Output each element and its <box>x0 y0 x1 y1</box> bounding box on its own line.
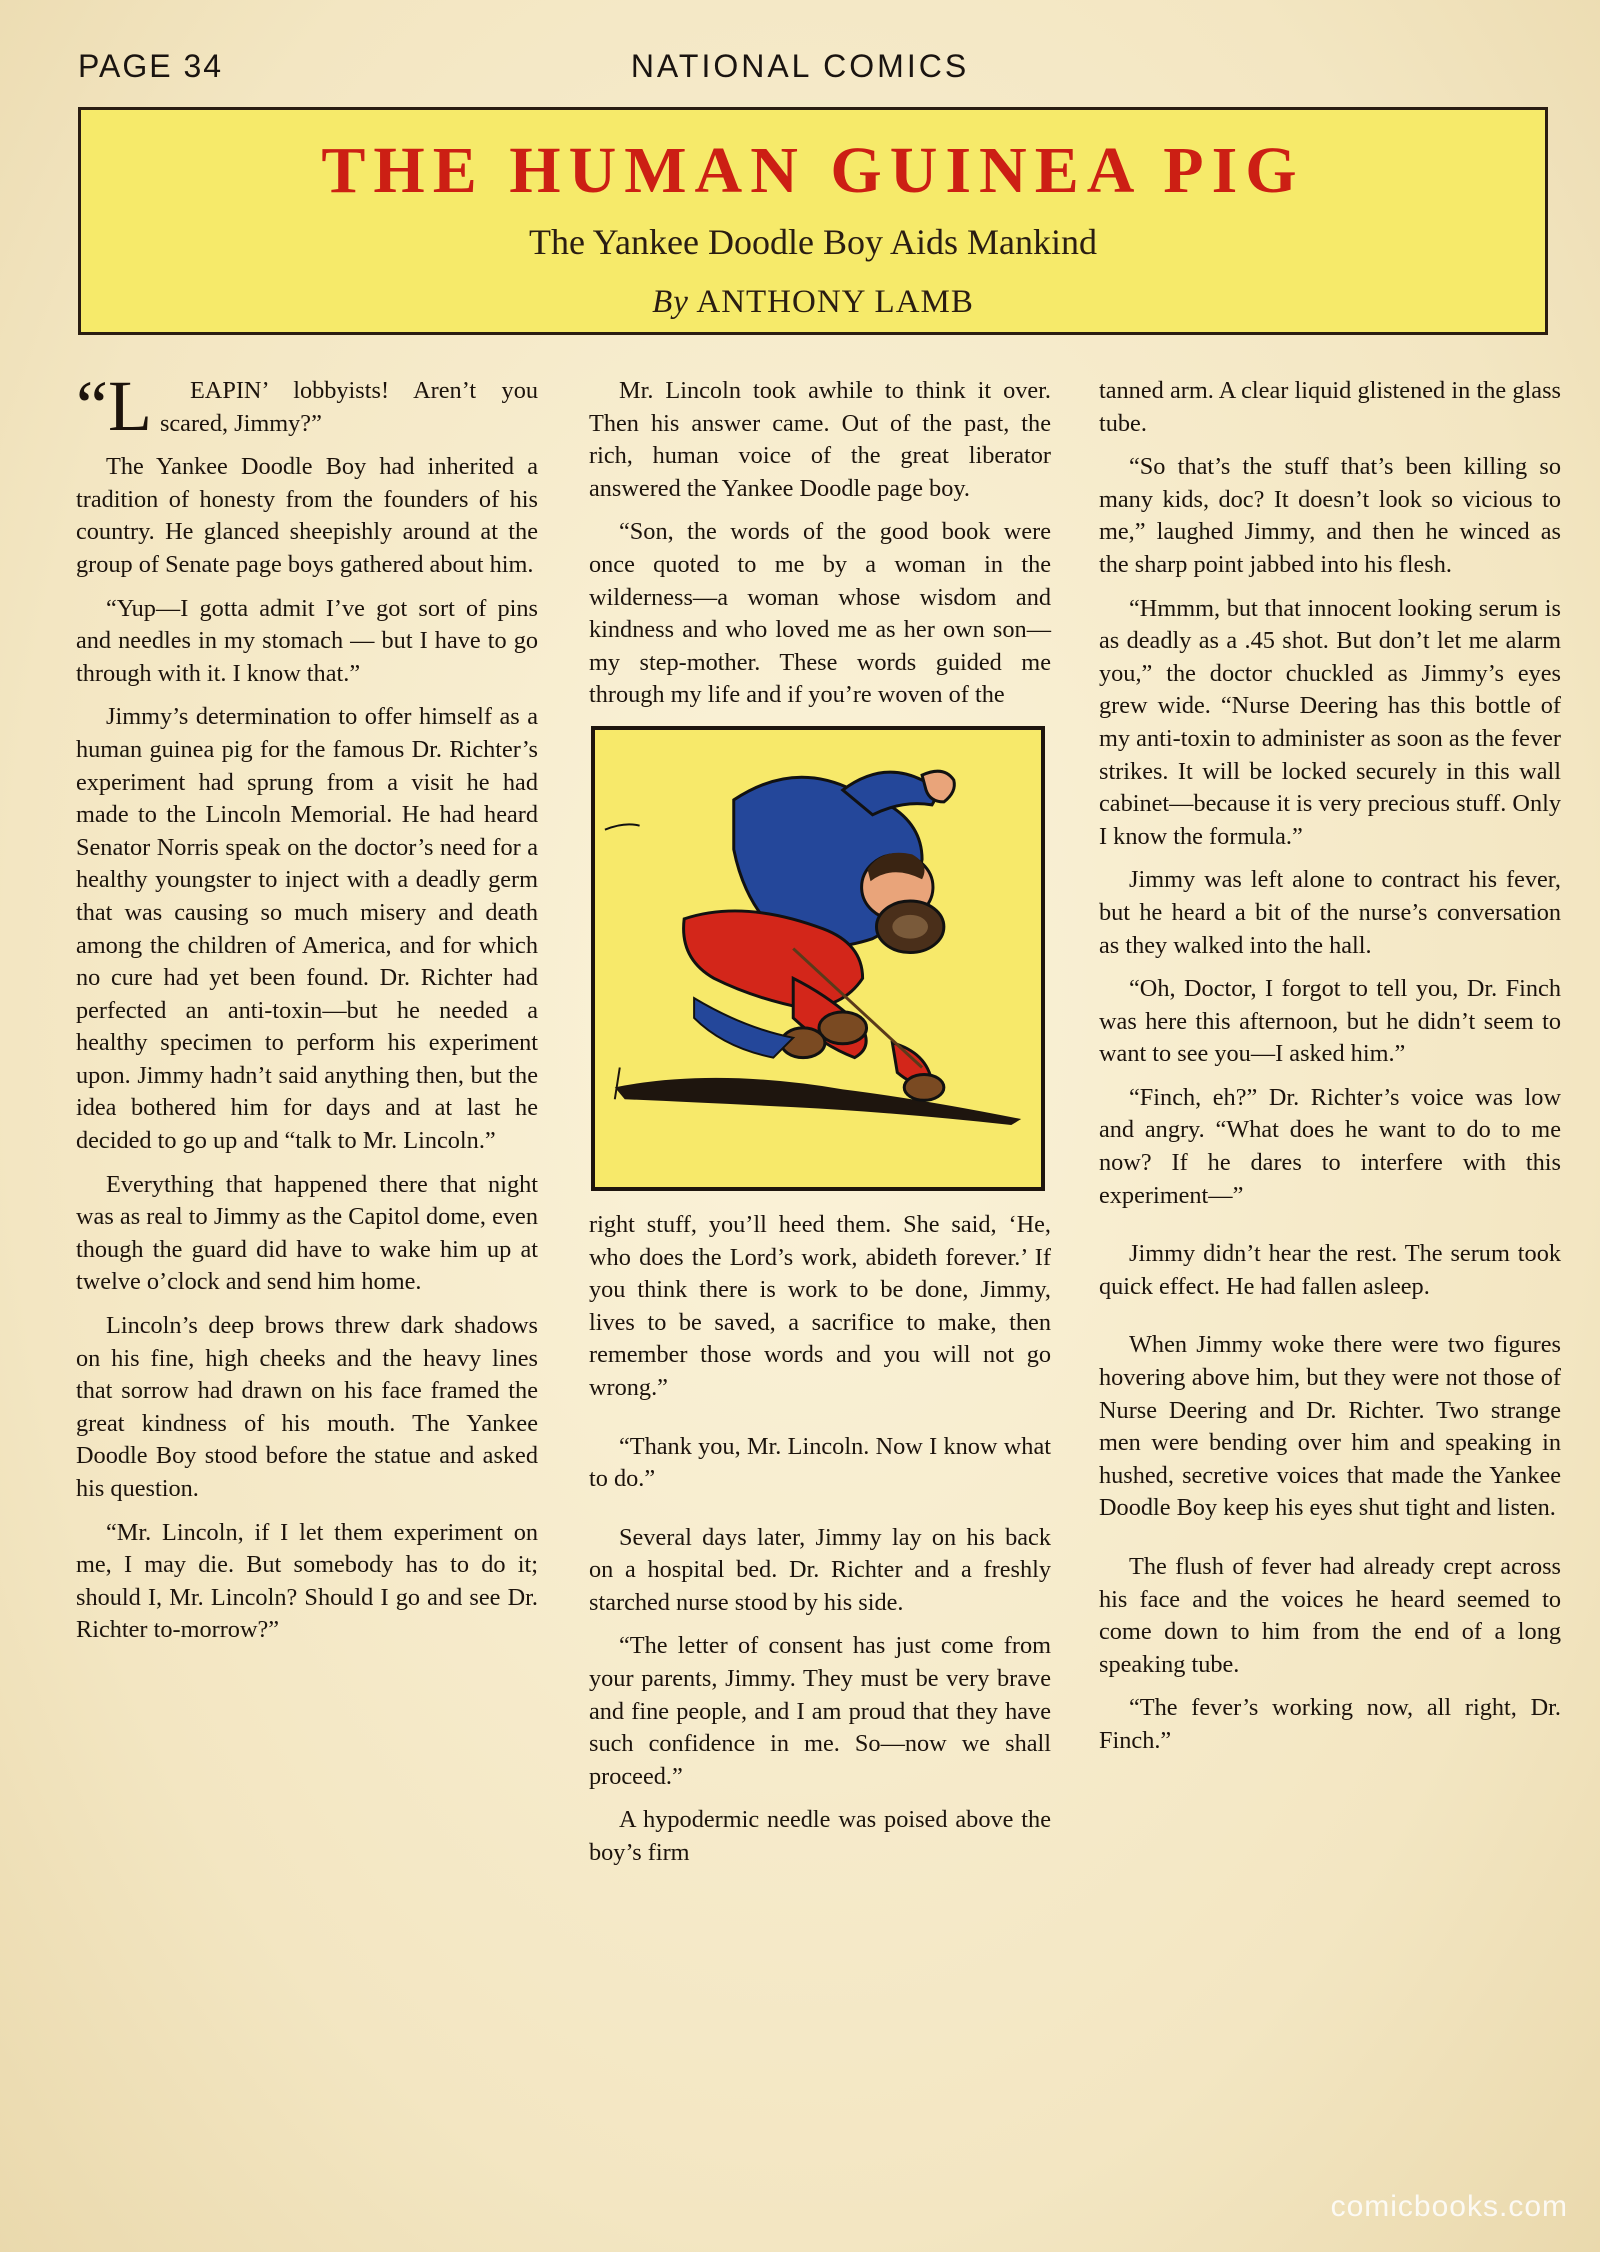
paragraph: A hypodermic needle was poised above the boy’s firm <box>589 1806 1051 1867</box>
story-title: THE HUMAN GUINEA PIG <box>321 134 1305 207</box>
paragraph: Jimmy was left alone to contract his fever, but he heard a bit of the nurse’s conversation as they walked into the hall. <box>1099 866 1561 959</box>
paragraph: Jimmy’s determination to offer himself as a human guinea pig for the famous Dr. Richter’s experiment had sprung from a visit he had made to the Lincoln Memorial. He had heard Senator Norris speak on the doctor’s need for a healthy youngster to inject with a deadly germ that was causing so much misery and death among the children of America, and for which no cure had yet been found. Dr. Richter had perfected an anti-toxin—but he needed a healthy specimen to perform his experiment upon. Jimmy hadn’t said anything then, but the idea bothered him for days and at last he decided to go up and “talk to Mr. Lincoln.” <box>76 703 538 1155</box>
paragraph: Several days later, Jimmy lay on his back on a hospital bed. Dr. Richter and a freshly starched nurse stood by his side. <box>589 1523 1051 1616</box>
paragraph: “The fever’s working now, all right, Dr. Finch.” <box>1099 1694 1561 1754</box>
comic-illustration-panel <box>591 726 1045 1191</box>
drop-cap: “L <box>76 366 152 446</box>
paragraph: “Thank you, Mr. Lincoln. Now I know what to do.” <box>589 1432 1051 1493</box>
text-column-1 <box>76 366 538 1658</box>
paragraph: “Yup—I gotta admit I’ve got sort of pins and needles in my stomach — but I have to go through with it. I know that.” <box>76 594 538 687</box>
paragraph: Lincoln’s deep brows threw dark shadows on his fine, high cheeks and the heavy lines that sorrow had drawn on his face framed the great kindness of his mouth. The Yankee Doodle Boy stood before the statue and asked his question. <box>76 1312 538 1502</box>
paragraph: “The letter of consent has just come from your parents, Jimmy. They must be very brave and fine people, and I am proud that they have such confidence in me. So—now we shall proceed.” <box>589 1632 1051 1790</box>
paragraph: Everything that happened there that night was as real to Jimmy as the Capitol dome, even though the guard did have to wake him up at twelve o’clock and send him home. <box>76 1170 538 1296</box>
page-number: PAGE 34 <box>78 48 224 84</box>
paragraph: “Mr. Lincoln, if I let them experiment on me, I may die. But somebody has to do it; should I, Mr. Lincoln? Should I go and see Dr. Richter to-morrow?” <box>76 1518 538 1644</box>
paragraph: When Jimmy woke there were two figures hovering above him, but they were not those of Nurse Deering and Dr. Richter. Two strange men were bending over him and speaking in hushed, secretive voices that made the Yankee Doodle Boy keep his eyes shut tight and listen. <box>1099 1331 1561 1522</box>
paragraph: Mr. Lincoln took awhile to think it over. Then his answer came. Out of the past, the rich, human voice of the great liberator answered the Yankee Doodle page boy. <box>589 377 1051 502</box>
falling-boy-illustration <box>595 730 1041 1187</box>
paragraph: “So that’s the stuff that’s been killing so many kids, doc? It doesn’t look so vicious to me,” laughed Jimmy, and then he winced as the sharp point jabbed into his flesh. <box>1099 453 1561 578</box>
text-column-3 <box>1099 375 1561 1769</box>
paragraph: “Finch, eh?” Dr. Richter’s voice was low and angry. “What does he want to do to me now? If he dares to interfere with this experiment—” <box>1099 1083 1561 1209</box>
title-box <box>78 107 1548 335</box>
paragraph: tanned arm. A clear liquid glistened in the glass tube. <box>1099 377 1561 437</box>
text-column-2 <box>589 375 1051 1881</box>
paragraph: “Hmmm, but that innocent looking serum is as deadly as a .45 shot. But don’t let me alarm you,” the doctor chuckled as Jimmy’s eyes grew wide. “Nurse Deering has this bottle of my anti-toxin to administer as soon as the fever strikes. It will be locked securely in this wall cabinet—because it is very precious stuff. Only I know the formula.” <box>1099 594 1561 850</box>
byline-prefix: By <box>652 284 689 320</box>
paragraph: Jimmy didn’t hear the rest. The serum took quick effect. He had fallen asleep. <box>1099 1240 1561 1300</box>
paragraph: The flush of fever had already crept across his face and the voices he heard seemed to come down to him from the end of a long speaking tube. <box>1099 1553 1561 1678</box>
paragraph <box>76 366 538 446</box>
paragraph: right stuff, you’ll heed them. She said, ‘He, who does the Lord’s work, abideth forever.’ If you think there is work to be done, Jimmy, lives to be saved, a sacrifice to make, then remember those words and you will not go wrong.” <box>589 1210 1051 1401</box>
site-watermark: comicbooks.com <box>1330 2190 1568 2223</box>
byline <box>81 286 1545 319</box>
paragraph: “Son, the words of the good book were once quoted to me by a woman in the wilderness—a woman whose wisdom and kindness and who loved me as her own son—my step-mother. These words guided me through my life and if you’re woven of the <box>589 518 1051 709</box>
story-subtitle: The Yankee Doodle Boy Aids Mankind <box>529 222 1097 262</box>
running-head <box>78 48 1522 92</box>
paragraph: “Oh, Doctor, I forgot to tell you, Dr. Finch was here this afternoon, but he didn’t seem to want to see you—I asked him.” <box>1099 975 1561 1068</box>
magazine-name: NATIONAL COMICS <box>630 48 970 84</box>
author-name: ANTHONY LAMB <box>696 284 974 320</box>
paragraph: The Yankee Doodle Boy had inherited a tradition of honesty from the founders of his country. He glanced sheepishly around at the group of Senate page boys gathered about him. <box>76 453 538 578</box>
paragraph-text: EAPIN’ lobbyists! Aren’t you scared, Jimmy?” <box>159 377 538 437</box>
